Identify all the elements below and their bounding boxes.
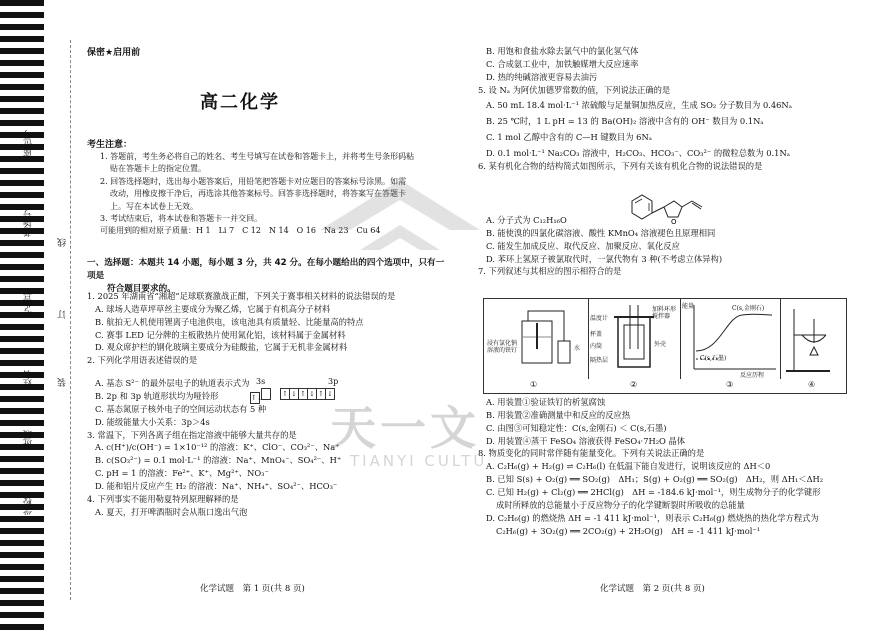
- orbital-box: ↓: [325, 388, 335, 400]
- orbital-box: [261, 388, 271, 400]
- label-energy: 能量: [682, 303, 695, 310]
- option-line: D. 能级能量大小关系：3p＞4s: [95, 416, 210, 427]
- orbital-box: ↑: [280, 388, 290, 400]
- notice-heading: 考生注意：: [87, 140, 133, 150]
- option-line: A. 基态 S²⁻ 的最外层电子的轨道表示式为: [95, 378, 250, 389]
- option-line: C. pH = 1 的溶液：Fe²⁺、K⁺、Mg²⁺、NO₃⁻: [95, 468, 269, 479]
- option-line: A. 夏天，打开啤酒瓶时会从瓶口逸出气泡: [95, 506, 248, 517]
- option-line: D. 能和铝片反应产生 H₂ 的溶液：Na⁺、NH₄⁺、SO₄²⁻、HCO₃⁻: [95, 481, 338, 492]
- apparatus-1: [484, 299, 589, 379]
- section-line: 一、选择题：本题共 14 小题，每小题 3 分，共 42 分。在每小题给出的四个选项中，只有一项是: [87, 258, 445, 281]
- option-line: A. c(H⁺)/c(OH⁻) = 1×10⁻¹² 的溶液：K⁺、ClO⁻、CO₃²⁻、Na⁺: [95, 442, 340, 453]
- option-line: C₂H₆(g) + 3O₂(g) ══ 2CO₂(g) + 2H₂O(g) ΔH = -1 411 kJ·mol⁻¹: [496, 525, 761, 536]
- orbital-box: ↓: [289, 388, 299, 400]
- option-line: D. 0.1 mol·L⁻¹ Na₂CO₃ 溶液中，H₂CO₃、HCO₃⁻、CO₃²⁻ 的微粒总数为 0.1Nₐ: [486, 148, 790, 159]
- apparatus-label-3: ③: [726, 380, 734, 389]
- apparatus-1-label: 浸有氯化钠溶液的铁钉: [487, 340, 518, 354]
- binding-mark-install: 装: [58, 378, 68, 387]
- label-shell: 外壳: [654, 341, 667, 348]
- atomic-mass-line: 可能用到的相对原子质量：H 1 Li 7 C 12 N 14 O 16 Na 23 Cu 64: [100, 226, 381, 236]
- notice-line: 上。写在本试卷上无效。: [110, 201, 198, 211]
- option-line: B. 已知 S(s) + O₂(g) ══ SO₂(g) ΔH₁；S(g) + O₂(g) ══ SO₂(g) ΔH₂，则 ΔH₁＜ΔH₂: [486, 474, 824, 485]
- right-questions-bottom: [478, 396, 858, 537]
- option-line: D. 用装置④蒸干 FeSO₄ 溶液获得 FeSO₄·7H₂O 晶体: [486, 435, 686, 446]
- option-line: C. 基态氮原子核外电子的空间运动状态有 5 种: [95, 403, 267, 414]
- option-line: 成时所释放的总能量小于反应物分子的化学键断裂时所吸收的总能量: [496, 499, 745, 510]
- apparatus-4: [780, 299, 846, 379]
- binding-mark-line: 线: [58, 238, 68, 247]
- option-line: C. 能发生加成反应、取代反应、加聚反应、氧化反应: [486, 240, 680, 251]
- option-line: A. 用装置①验证铁钉的析氢腐蚀: [486, 397, 606, 407]
- option-line: A. C₂H₆(g) + H₂(g) ⇌ C₂H₆(l) 在低温下能自发进行，说明该反应的 ΔH＜0: [486, 461, 771, 472]
- label-reaction-path: 反应历程: [740, 372, 765, 379]
- secret-label: 保密★启用前: [87, 48, 141, 58]
- option-line: B. 用饱和食盐水除去氯气中的氯化氢气体: [486, 46, 639, 56]
- apparatus-figure: [483, 298, 847, 394]
- section-line: 符合题目要求的。: [107, 283, 176, 294]
- notice-line: 1. 答题前，考生务必将自己的姓名、考生号填写在试卷和答题卡上，并将考生号条形码粘: [100, 152, 415, 161]
- option-line: C. 赛事 LED 记分牌的主板散热片使用氮化铝，该材料属于金属材料: [95, 329, 346, 340]
- label-lid: 杯盖: [590, 331, 603, 338]
- notice-line: 改动，用橡皮擦干净后，再选涂其他答案标号。回答非选择题时，将答案写在答题卡: [110, 189, 406, 199]
- footer-right: 化学试题 第 2 页(共 8 页): [600, 584, 705, 594]
- binding-dashline: [70, 40, 71, 600]
- option-line: D. C₂H₆(g) 的燃烧热 ΔH = -1 411 kJ·mol⁻¹，则表示 C₂H₆(g) 燃烧热的热化学方程式为: [486, 512, 819, 523]
- option-line: A. 分子式为 C₁₂H₁₆O: [486, 215, 567, 225]
- option-line: D. 热的纯碱溶液更容易去油污: [486, 71, 598, 82]
- option-line: B. 2p 和 3p 轨道形状均为哑铃形: [95, 391, 219, 402]
- label-diamond: C(s,金刚石): [732, 305, 765, 312]
- orbital-box: ↓: [307, 388, 317, 400]
- option-line: D. 观众席护栏的钢化玻璃主要成分为硅酸盐，它属于无机非金属材料: [95, 342, 348, 353]
- question-line: 5. 设 Nₐ 为阿伏加德罗常数的值，下列说法正确的是: [478, 84, 671, 95]
- apparatus-label-1: ①: [530, 380, 538, 389]
- side-field-room: 考场号: [24, 210, 34, 237]
- option-line: C. 合成氨工业中，加铁触媒增大反应速率: [486, 58, 639, 69]
- apparatus-label-4: ④: [808, 380, 816, 389]
- orbital-box: ↑↓: [251, 394, 263, 402]
- question-line: 6. 某有机化合物的结构简式如图所示，下列有关该有机化合物的说法错误的是: [478, 160, 763, 171]
- option-line: C. 由图③可知稳定性：C(s,金刚石) ＜ C(s,石墨): [486, 422, 667, 433]
- option-line: A. 球场人造草坪草丝主要成分为聚乙烯，它属于有机高分子材料: [95, 303, 331, 314]
- apparatus-2: [588, 299, 681, 379]
- option-line: B. 航拍无人机使用锂离子电池供电，该电池具有质量轻、比能量高的特点: [95, 316, 364, 327]
- binding-mark-order: 订: [58, 310, 68, 319]
- apparatus-1-water: 水: [574, 345, 581, 352]
- svg-text:O: O: [671, 218, 677, 226]
- notice-body: [100, 151, 445, 238]
- side-field-class: 班级: [24, 430, 34, 448]
- option-line: A. 50 mL 18.4 mol·L⁻¹ 浓硫酸与足量铜加热反应，生成 SO₂ 分子数目为 0.46Nₐ: [486, 100, 792, 111]
- orbital-box: ↑: [298, 388, 308, 400]
- orbital-box: ↑: [316, 388, 326, 400]
- side-field-name: 姓名: [24, 370, 34, 388]
- side-field-seat: 座位号: [24, 130, 34, 157]
- option-line: C. 1 mol 乙醇中含有的 C—H 键数目为 6Nₐ: [486, 132, 652, 143]
- side-field-id: 考生号: [24, 290, 34, 317]
- label-insulation: 隔热层: [590, 357, 609, 364]
- question-line: 4. 下列事实不能用勒夏特列原理解释的是: [87, 493, 239, 504]
- page-title: 高二化学: [200, 92, 280, 113]
- question-line: 2. 下列化学用语表述错误的是: [87, 355, 198, 366]
- option-line: B. c(SO₃²⁻) = 0.1 mol·L⁻¹ 的溶液：Na⁺、MnO₄⁻、SO₄²⁻、H⁺: [95, 455, 342, 466]
- question-line: 1. 2025 年湖南省“湘超”足球联赛激战正酣，下列关于赛事相关材料的说法错误的是: [87, 291, 396, 301]
- footer-left: 化学试题 第 1 页(共 8 页): [200, 584, 305, 594]
- question-line: 8. 物质变化的同时常伴随有能量变化。下列有关说法正确的是: [478, 448, 705, 459]
- notice-line: 3. 考试结束后，将本试卷和答题卡一并交回。: [100, 213, 263, 223]
- apparatus-label-2: ②: [630, 380, 638, 389]
- label-inner-cup: 内筒: [590, 343, 603, 350]
- apparatus-3: [680, 299, 781, 379]
- option-line: D. 苯环上氢原子被氯取代时，一氯代物有 3 种(不考虑立体异构): [486, 253, 723, 264]
- watermark-subtext: TIANYI CULTU: [350, 452, 488, 470]
- label-graphite: C(s,石墨): [700, 355, 727, 362]
- right-questions-top: [478, 45, 858, 173]
- orbital-label-3p: 3p: [328, 377, 339, 386]
- option-line: B. 能使溴的四氯化碳溶液、酸性 KMnO₄ 溶液褪色且原理相同: [486, 227, 716, 238]
- label-stirrer: 加料环形搅拌器: [652, 306, 677, 320]
- notice-line: 2. 回答选择题时，选出每小题答案后，用铅笔把答题卡对应题目的答案标号涂黑。如需: [100, 176, 407, 186]
- notice-line: 贴在答题卡上的指定位置。: [110, 164, 206, 174]
- label-thermometer: 温度计: [590, 315, 609, 322]
- right-questions-mid: [478, 214, 858, 278]
- option-line: C. 已知 H₂(g) + Cl₂(g) ══ 2HCl(g) ΔH = -184.6 kJ·mol⁻¹，则生成物分子的化学键形: [486, 487, 821, 498]
- option-line: B. 25 ℃时，1 L pH = 13 的 Ba(OH)₂ 溶液中含有的 OH⁻ 数目为 0.1Nₐ: [486, 116, 764, 127]
- side-field-school: 学校: [24, 497, 34, 515]
- watermark-text: 天一文: [330, 401, 480, 455]
- question-line: 3. 常温下，下列各离子组在指定溶液中能够大量共存的是: [87, 429, 297, 440]
- option-line: B. 用装置②准确测量中和反应的反应热: [486, 409, 631, 420]
- question-line: 7. 下列叙述与其相应的图示相符合的是: [478, 266, 622, 277]
- orbital-label-3s: 3s: [256, 377, 266, 386]
